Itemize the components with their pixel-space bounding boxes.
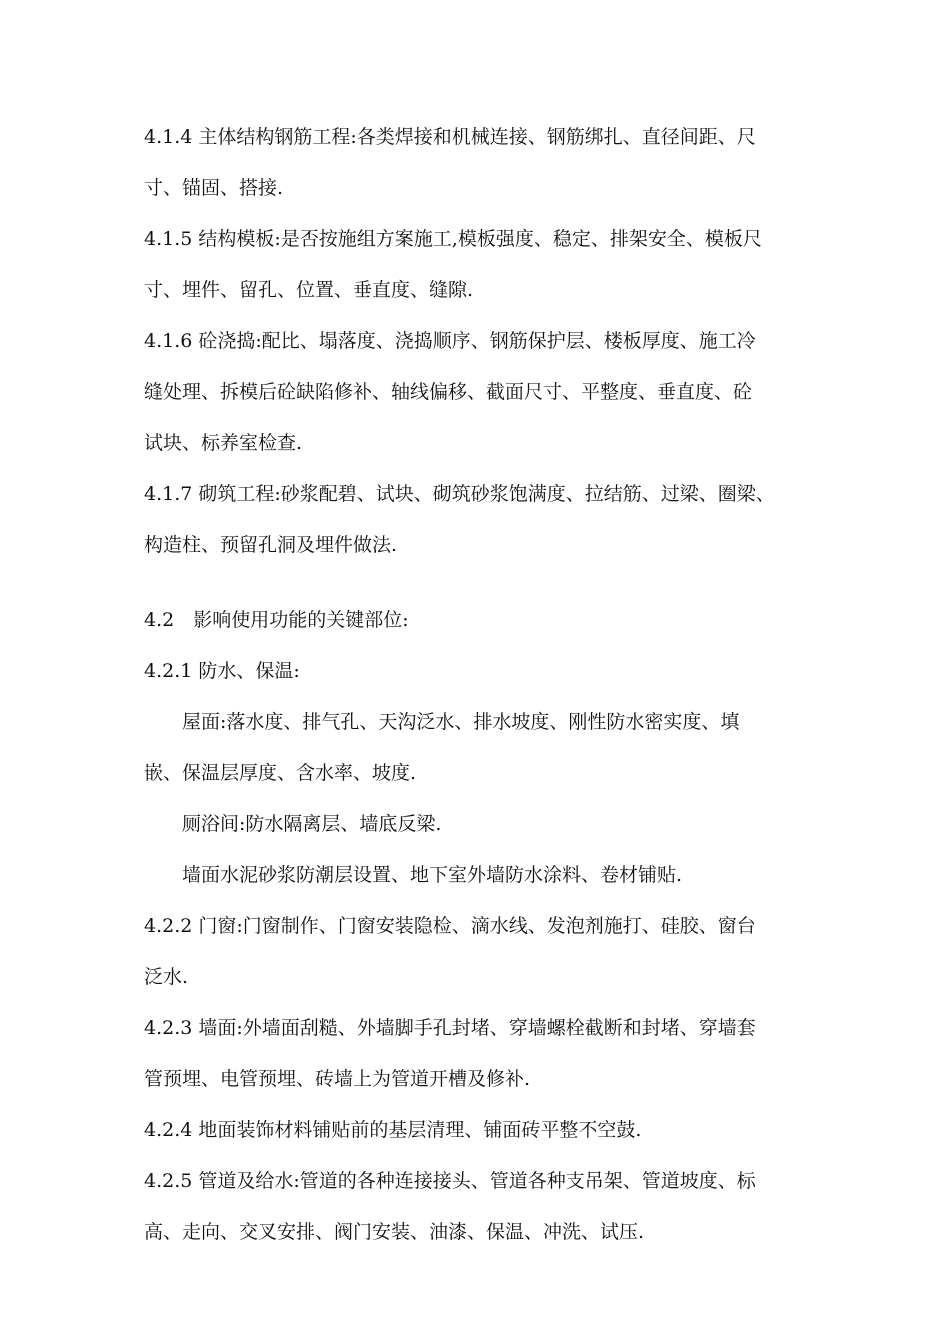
text-line: 4.2.2 门窗:门窗制作、门窗安装隐检、滴水线、发泡剂施打、硅胶、窗台 (144, 915, 756, 937)
paragraph-4-2-3 (144, 1003, 810, 1105)
text-line: 构造柱、预留孔洞及埋件做法. (144, 534, 398, 556)
text-line: 4.2.4 地面装饰材料铺贴前的基层清理、铺面砖平整不空鼓. (144, 1119, 642, 1141)
text-line: 4.2.5 管道及给水:管道的各种连接接头、管道各种支吊架、管道坡度、标 (144, 1170, 756, 1192)
paragraph-4-1-5 (144, 214, 810, 316)
document-page (144, 112, 810, 1258)
paragraph-roof (144, 697, 810, 799)
text-line: 管预埋、电管预埋、砖墙上为管道开槽及修补. (144, 1068, 531, 1090)
text-line: 寸、埋件、留孔、位置、垂直度、缝隙. (144, 279, 474, 301)
text-line: 屋面:落水度、排气孔、天沟泛水、排水坡度、刚性防水密实度、填 (144, 711, 740, 733)
text-line: 墙面水泥砂浆防潮层设置、地下室外墙防水涂料、卷材铺贴. (144, 864, 683, 886)
text-line: 4.2.1 防水、保温: (144, 660, 300, 682)
text-line: 试块、标养室检查. (144, 432, 303, 454)
text-line: 泛水. (144, 966, 189, 988)
text-line: 4.1.6 砼浇捣:配比、塌落度、浇捣顺序、钢筋保护层、楼板厚度、施工冷 (144, 330, 756, 352)
text-line: 4.1.7 砌筑工程:砂浆配碧、试块、砌筑砂浆饱满度、拉结筋、过梁、圈梁、 (144, 483, 775, 505)
paragraph-4-2-5 (144, 1156, 810, 1258)
text-line: 嵌、保温层厚度、含水率、坡度. (144, 762, 417, 784)
paragraph-4-1-4 (144, 112, 810, 214)
text-line: 寸、锚固、搭接. (144, 177, 284, 199)
text-line: 厕浴间:防水隔离层、墙底反梁. (144, 813, 442, 835)
text-line: 4.1.4 主体结构钢筋工程:各类焊接和机械连接、钢筋绑扎、直径间距、尺 (144, 126, 756, 148)
text-line: 4.2.3 墙面:外墙面刮糙、外墙脚手孔封堵、穿墙螺栓截断和封堵、穿墙套 (144, 1017, 756, 1039)
text-line: 高、走向、交叉安排、阀门安装、油漆、保温、冲洗、试压. (144, 1221, 645, 1243)
paragraph-4-2-4 (144, 1105, 810, 1156)
paragraph-4-2-2 (144, 901, 810, 1003)
paragraph-bathroom (144, 799, 810, 850)
paragraph-4-2-1 (144, 646, 810, 697)
text-line: 4.2 影响使用功能的关键部位: (144, 609, 409, 631)
section-heading-4-2 (144, 595, 810, 646)
text-line: 4.1.5 结构模板:是否按施组方案施工,模板强度、稳定、排架安全、模板尺 (144, 228, 762, 250)
paragraph-4-1-6 (144, 316, 810, 469)
paragraph-wall-damp (144, 850, 810, 901)
paragraph-4-1-7 (144, 469, 810, 571)
section-spacer (144, 571, 810, 595)
text-line: 缝处理、拆模后砼缺陷修补、轴线偏移、截面尺寸、平整度、垂直度、砼 (144, 381, 753, 403)
